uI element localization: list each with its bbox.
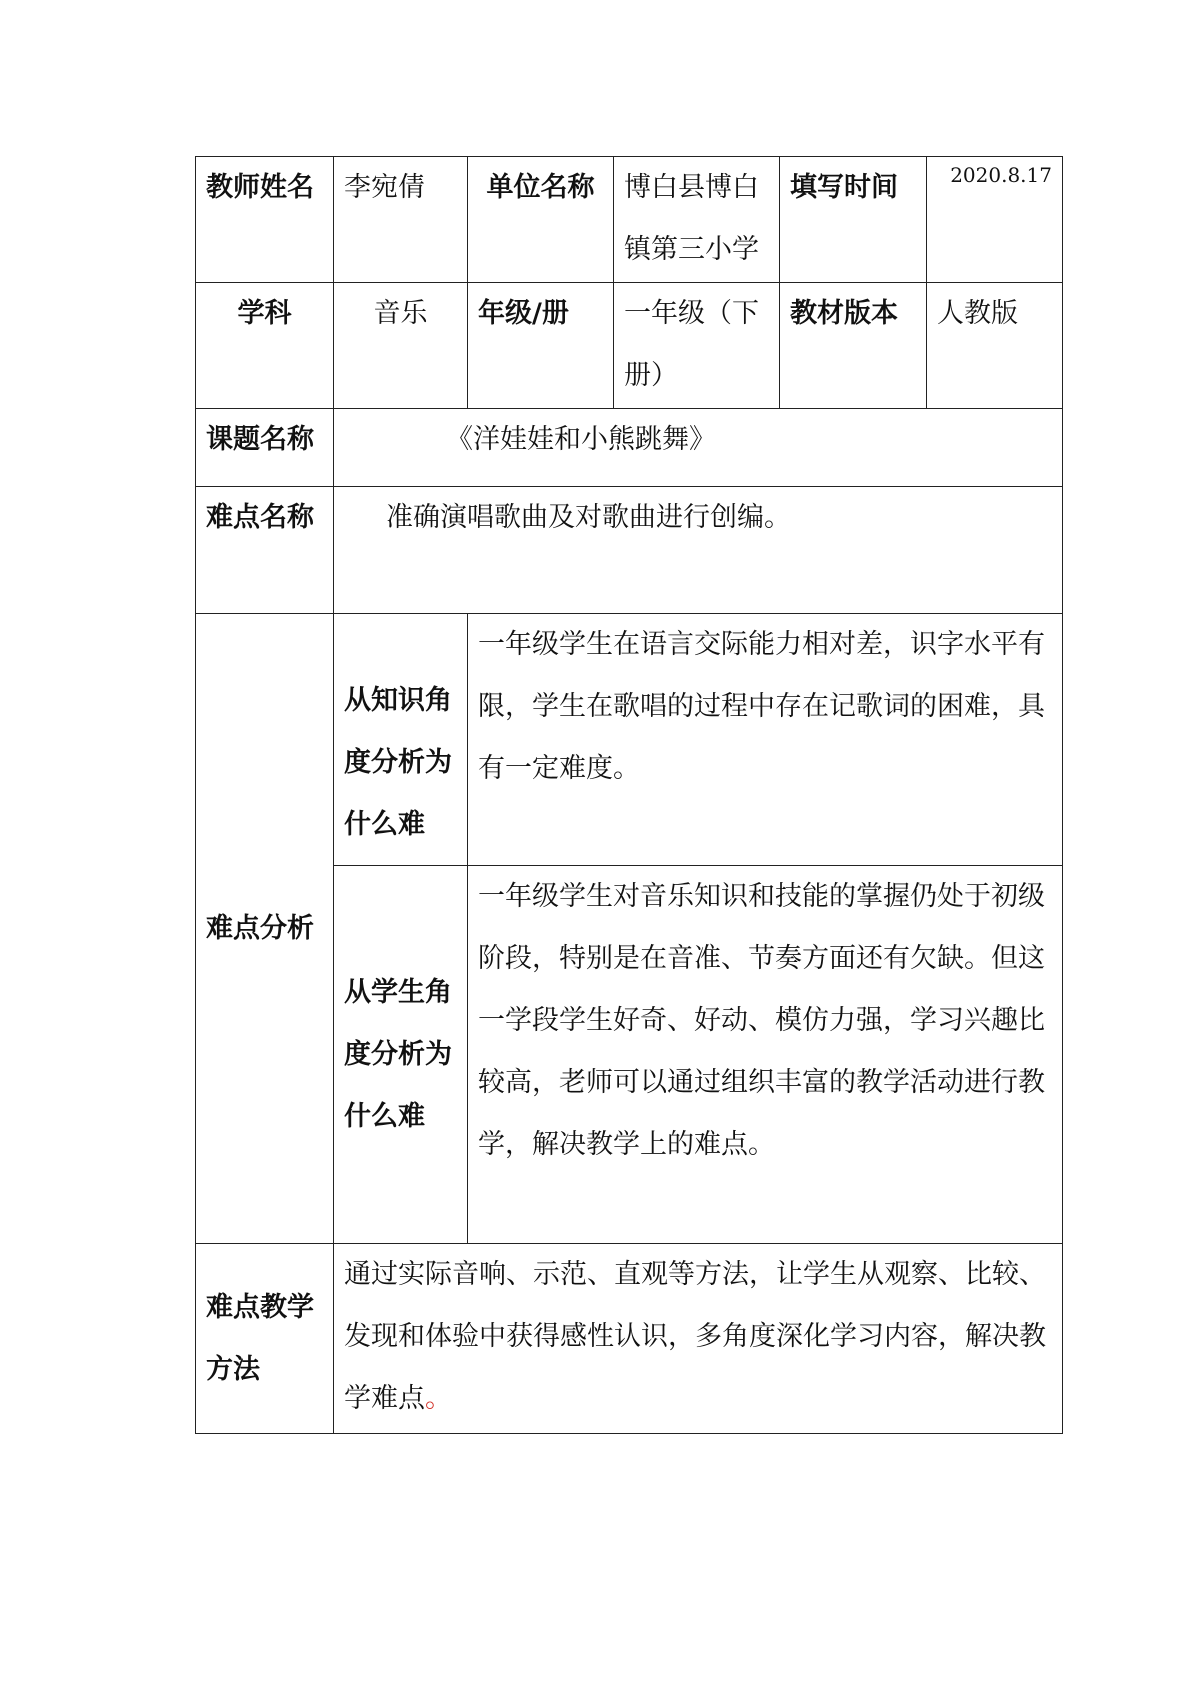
student-angle-label: 从学生角度分析为什么难 <box>334 866 468 1244</box>
textbook-label: 教材版本 <box>780 283 927 409</box>
difficulty-analysis-label: 难点分析 <box>196 614 334 1244</box>
fill-time-label: 填写时间 <box>780 157 927 283</box>
subject-value: 音乐 <box>334 283 468 409</box>
unit-name-value: 博白县博白镇第三小学 <box>614 157 780 283</box>
difficulty-name-label: 难点名称 <box>196 487 334 614</box>
fill-time-value: 2020.8.17 <box>950 163 1052 187</box>
knowledge-angle-label: 从知识角度分析为什么难 <box>334 614 468 866</box>
lesson-title-label: 课题名称 <box>196 409 334 487</box>
difficulty-name-value: 准确演唱歌曲及对歌曲进行创编。 <box>334 487 1063 614</box>
lesson-title-value: 《洋娃娃和小熊跳舞》 <box>334 409 1063 487</box>
lesson-difficulty-form <box>195 156 1063 1434</box>
teaching-method-end-mark: 。 <box>425 1383 452 1414</box>
teacher-name-label: 教师姓名 <box>196 157 334 283</box>
teaching-method-label: 难点教学方法 <box>196 1244 334 1434</box>
teaching-method-text: 通过实际音响、示范、直观等方法，让学生从观察、比较、发现和体验中获得感性认识，多角度深化学习内容，解决教学难点 <box>344 1259 1046 1414</box>
student-angle-text: 一年级学生对音乐知识和技能的掌握仍处于初级阶段，特别是在音准、节奏方面还有欠缺。但这一学段学生好奇、好动、模仿力强，学习兴趣比较高，老师可以通过组织丰富的教学活动进行教学，解决教学上的难点。 <box>468 866 1063 1244</box>
grade-value: 一年级（下册） <box>614 283 780 409</box>
knowledge-angle-text: 一年级学生在语言交际能力相对差，识字水平有限，学生在歌唱的过程中存在记歌词的困难，具有一定难度。 <box>468 614 1063 866</box>
fill-time-cell <box>927 157 1063 283</box>
subject-label: 学科 <box>196 283 334 409</box>
unit-name-label: 单位名称 <box>468 157 614 283</box>
textbook-value: 人教版 <box>927 283 1063 409</box>
teacher-name-value: 李宛倩 <box>334 157 468 283</box>
grade-label: 年级/册 <box>468 283 614 409</box>
teaching-method-cell <box>334 1244 1063 1434</box>
